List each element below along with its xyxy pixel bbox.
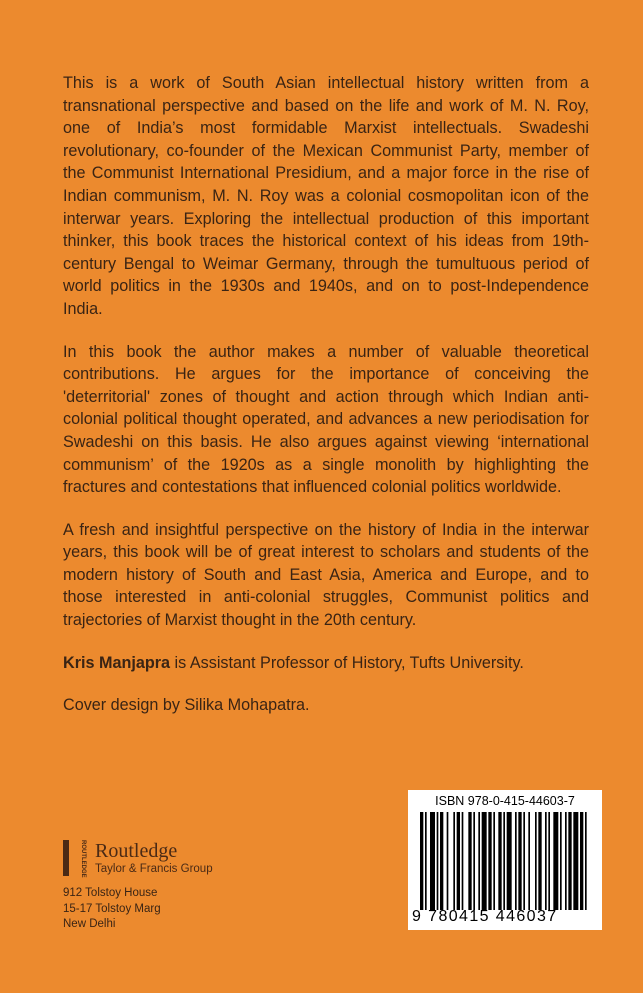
publisher-block [63, 840, 263, 933]
barcode-bar [473, 812, 475, 910]
barcode-digits: 9 780415 446037 [412, 908, 558, 925]
barcode-bar [447, 812, 449, 910]
barcode-bar [507, 812, 512, 910]
isbn-label: ISBN 978-0-415-44603-7 [435, 794, 575, 808]
barcode-bar [565, 812, 567, 910]
routledge-logo-icon [63, 840, 89, 876]
barcode-bar [488, 812, 491, 910]
barcode-bar [545, 812, 547, 910]
barcode-bar [568, 812, 571, 910]
barcode-bar [518, 812, 521, 910]
blurb-paragraph-2: In this book the author makes a number of valuable theoretical contributions. He argues for the importance of conceiving the 'deterritorial' zones of thought and action through which Indian anti-colonial political thought operated, and advances a new periodisation for Swadeshi on this basis. He also argues against viewing ‘international communism’ of the 1920s as a single monolith by highlighting the fractures and contestations that influenced colonial politics worldwide. [63, 342, 589, 497]
barcode-bar [468, 812, 471, 910]
barcode-bar [515, 812, 517, 910]
barcode-bar [453, 812, 455, 910]
barcode-bar [425, 812, 427, 910]
back-cover-blurb [63, 72, 589, 737]
barcode-bar [437, 812, 439, 910]
barcode-bar [440, 812, 443, 910]
barcode-bar [535, 812, 537, 910]
address-line: 912 Tolstoy House [63, 887, 158, 899]
barcode-bar [528, 812, 530, 910]
barcode-bar [478, 812, 480, 910]
publisher-name: Routledge [95, 840, 178, 862]
barcode-graphic [420, 812, 590, 910]
barcode-bar [430, 812, 435, 910]
author-name: Kris Manjapra [63, 653, 171, 672]
publisher-logo [63, 840, 263, 876]
blurb-paragraph-1: This is a work of South Asian intellectual history written from a transnational perspective and based on the life and work of M. N. Roy, one of India’s most formidable Marxist intellectuals. Swadeshi revolutionary, co-founder of the Mexican Communist Party, member of the Communist International Presidium, and a major force in the rise of Indian communism, M. N. Roy was a colonial cosmopolitan icon of the interwar years. Exploring the intellectual production of this important thinker, this book traces the historical context of his ideas from 19th-century Bengal to Weimar Germany, through the tumultuous period of world politics in the 1930s and 1940s, and on to post-Independence India. [63, 74, 589, 318]
barcode-bar [560, 812, 562, 910]
barcode-bar [553, 812, 558, 910]
address-line: 15-17 Tolstoy Marg [63, 902, 161, 915]
barcode-bar [493, 812, 495, 910]
barcode-bar [580, 812, 583, 910]
barcode-bar [457, 812, 460, 910]
author-bio [63, 652, 589, 675]
barcode-bar [585, 812, 587, 910]
barcode-bar [420, 812, 423, 910]
cover-credit: Cover design by Silika Mohapatra. [63, 696, 310, 715]
address-line: New Delhi [63, 918, 116, 930]
barcode-bar [523, 812, 525, 910]
barcode-bar [503, 812, 505, 910]
barcode-bar [548, 812, 550, 910]
publisher-address [63, 886, 263, 933]
barcode-bar [462, 812, 464, 910]
author-affiliation: is Assistant Professor of History, Tufts University. [170, 653, 524, 672]
barcode-bar [498, 812, 501, 910]
isbn-barcode-box [408, 790, 602, 930]
barcode-bar [482, 812, 487, 910]
logo-vertical-text: ROUTLEDGE [80, 840, 86, 878]
barcode-bar [573, 812, 578, 910]
publisher-group: Taylor & Francis Group [95, 863, 213, 875]
blurb-paragraph-3: A fresh and insightful perspective on the history of India in the interwar years, this book will be of great interest to scholars and students of the modern history of South and East Asia, America and Europe, and to those interested in anti-colonial struggles, Communist politics and trajectories of Marxist thought in the 20th century. [63, 520, 589, 630]
barcode-bar [538, 812, 541, 910]
